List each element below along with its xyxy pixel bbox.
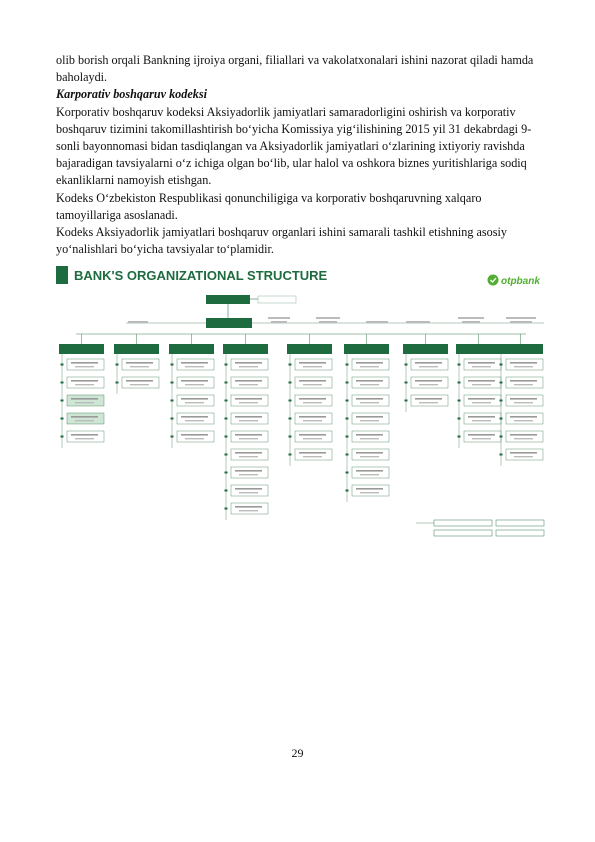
org-unit-box [352,431,389,442]
otp-leaf-icon [488,275,499,286]
org-unit-box [231,395,268,406]
org-unit-box [177,377,214,388]
org-unit-box [411,377,448,388]
org-unit-box [67,413,104,424]
org-structure-figure [56,266,548,542]
org-column [59,334,104,448]
org-unit-box [352,359,389,370]
org-unit-box [122,359,159,370]
paragraph-1: olib borish orqali Bankning ijroiya organi, filiallari va vakolatxonalari ishini nazorat qiladi hamda baholaydi. [56,53,534,85]
org-column [344,334,389,502]
org-unit-box [506,413,543,424]
org-chart-title: BANK'S ORGANIZATIONAL STRUCTURE [74,268,328,283]
org-unit-box [177,431,214,442]
org-unit-box [506,449,543,460]
org-unit-box [352,413,389,424]
org-column [169,334,214,448]
org-unit-box [231,485,268,496]
org-chart-svg [56,266,548,542]
org-unit-box [231,413,268,424]
org-unit-box [506,377,543,388]
org-unit-box [464,431,501,442]
org-column [114,334,159,394]
org-unit-box [67,431,104,442]
org-unit-box [67,377,104,388]
org-unit-box [506,395,543,406]
org-unit-box [177,413,214,424]
page-number: 29 [291,746,304,760]
org-column [456,334,501,448]
org-unit-box [177,395,214,406]
org-unit-box [231,359,268,370]
org-unit-box [67,395,104,406]
org-unit-box [295,413,332,424]
section-heading: Karporativ boshqaruv kodeksi [56,87,208,102]
logo-text: otpbank [501,276,540,287]
org-unit-box [67,359,104,370]
paragraph-4: Kodeks Aksiyadorlik jamiyatlari boshqaruv organlari ishini samarali tashkil etishning asosiy yo‘nalishlari bo‘yicha tavsiyalar to‘plamidir. [56,225,507,257]
org-unit-box [295,395,332,406]
org-unit-box [295,359,332,370]
org-unit-box [352,467,389,478]
org-unit-box [464,377,501,388]
org-unit-box [231,467,268,478]
org-column [403,334,448,412]
org-column [498,334,543,466]
paragraph-2: Korporativ boshqaruv kodeksi Aksiyadorlik jamiyatlari samaradorligini oshirish va korporativ boshqaruv tizimini takomillashtirish bo‘yicha Komissiya yig‘ilishining 2015 yil 31 dekabrdagi 9-sonli bayonnomasi bidan tasdiqlangan va Aksiyadorlik jamiyatlari o‘zlarining ixtiyoriy ravishda bajaradigan tavsiyalarni o‘z ichiga olgan bo‘lib, ular halol va oshkora biznes yuritishlariga sodiq ekanliklarni namoyish etishgan. [56,104,532,188]
org-unit-box [352,449,389,460]
org-unit-box [231,503,268,514]
org-unit-box [464,413,501,424]
org-unit-box [464,395,501,406]
org-unit-box [352,485,389,496]
org-unit-box [411,395,448,406]
org-unit-box [177,359,214,370]
org-unit-box [295,377,332,388]
otp-logo [488,275,541,288]
org-unit-box [231,449,268,460]
org-unit-box [295,431,332,442]
org-unit-box [464,359,501,370]
org-unit-box [411,359,448,370]
org-unit-box [122,377,159,388]
org-unit-box [352,395,389,406]
org-unit-box [295,449,332,460]
org-unit-box [231,377,268,388]
org-unit-box [352,377,389,388]
org-unit-box [231,431,268,442]
paragraph-3: Kodeks O‘zbekiston Respublikasi qonunchiligiga va korporativ boshqaruvning xalqaro tamoyillariga asoslanadi. [56,190,482,222]
org-column [287,334,332,466]
title-accent-bar [56,266,68,284]
org-unit-box [506,431,543,442]
org-unit-box [506,359,543,370]
document-body [56,52,548,258]
org-column [223,334,268,520]
